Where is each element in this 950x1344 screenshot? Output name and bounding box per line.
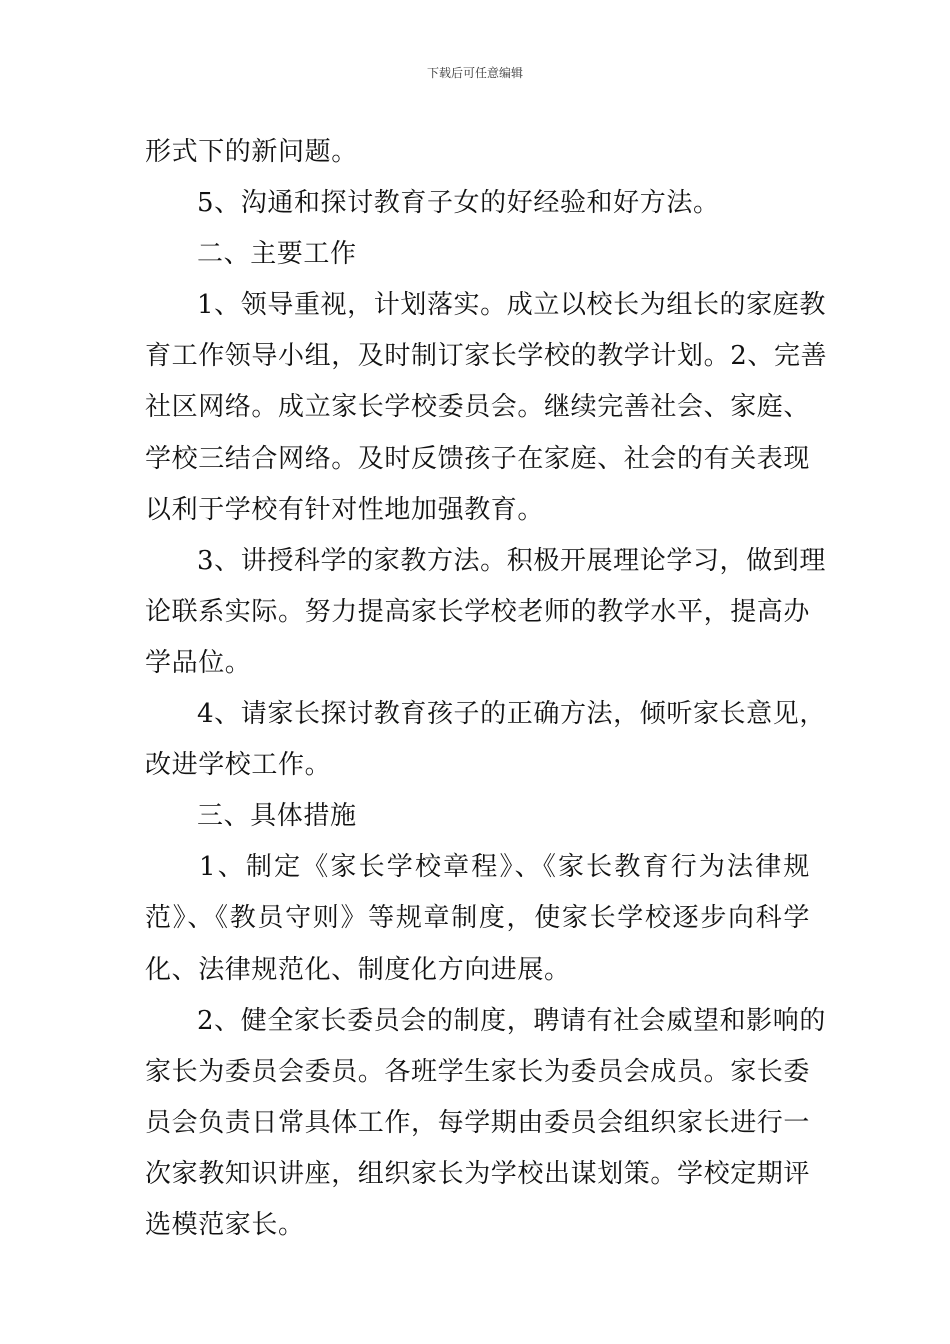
page-header: 下载后可任意编辑	[426, 66, 523, 80]
paragraph-line: 3、讲授科学的家教方法。积极开展理论学习，做到理	[197, 545, 826, 576]
paragraph-line: 家长为委员会委员。各班学生家长为委员会成员。家长委	[145, 1056, 811, 1087]
paragraph-line: 次家教知识讲座，组织家长为学校出谋划策。学校定期评	[145, 1158, 811, 1189]
paragraph-line: 范》、《教员守则》等规章制度，使家长学校逐步向科学	[145, 903, 810, 934]
text-line: 形式下的新问题。	[145, 137, 358, 167]
paragraph-line: 2、健全家长委员会的制度，聘请有社会威望和影响的	[197, 1005, 826, 1036]
paragraph-line: 4、请家长探讨教育孩子的正确方法，倾听家长意见，	[197, 699, 826, 730]
paragraph-line: 育工作领导小组，及时制订家长学校的教学计划。2、完善	[145, 341, 828, 372]
paragraph-line: 选模范家长。	[145, 1209, 305, 1240]
section-heading-measures: 三、具体措施	[197, 801, 357, 832]
paragraph-line: 1、制定《家长学校章程》、《家长教育行为法律规	[199, 852, 810, 883]
list-item-5-line: 5、沟通和探讨教育子女的好经验和好方法。	[197, 188, 720, 219]
paragraph-line: 化、法律规范化、制度化方向进展。	[145, 954, 571, 985]
section-heading-main-work: 二、主要工作	[197, 239, 357, 270]
paragraph-line: 1、领导重视，计划落实。成立以校长为组长的家庭教	[197, 290, 826, 321]
paragraph-line: 改进学校工作。	[145, 750, 332, 781]
paragraph-line: 社区网络。成立家长学校委员会。继续完善社会、家庭、	[145, 392, 811, 423]
paragraph-line: 论联系实际。努力提高家长学校老师的教学水平，提高办	[145, 596, 811, 627]
document-body	[145, 127, 828, 1251]
paragraph-line: 学品位。	[145, 647, 252, 678]
paragraph-line: 以利于学校有针对性地加强教育。	[145, 494, 545, 525]
paragraph-line: 员会负责日常具体工作，每学期由委员会组织家长进行一	[145, 1107, 811, 1138]
paragraph-line: 学校三结合网络。及时反馈孩子在家庭、社会的有关表现	[145, 443, 811, 474]
